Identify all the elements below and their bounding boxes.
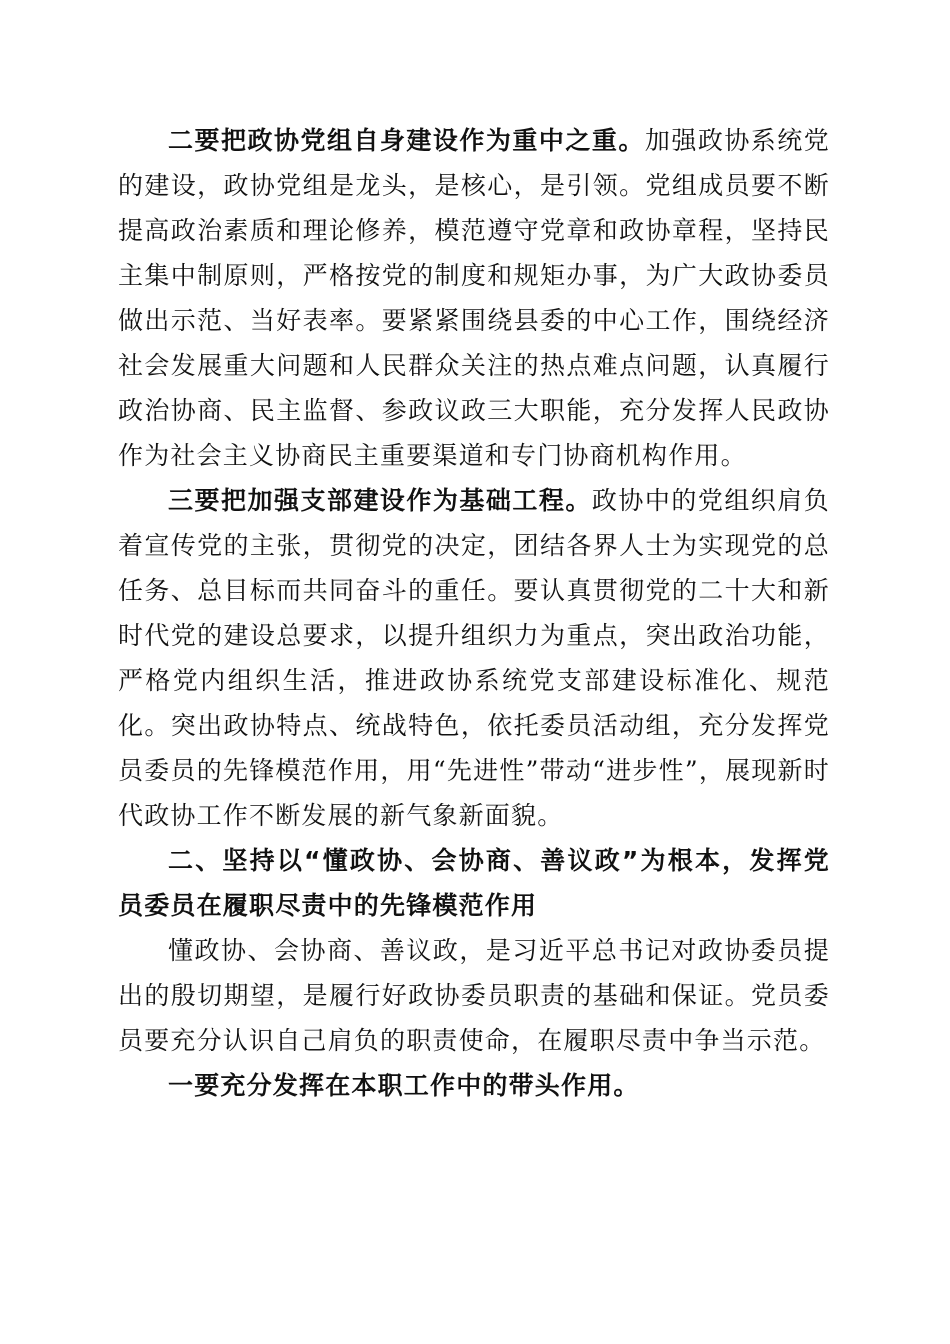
- paragraph-body: 政协中的党组织肩负着宣传党的主张，贯彻党的决定，团结各界人士为实现党的总任务、总目标而共同奋斗的重任。要认真贯彻党的二十大和新时代党的建设总要求，以提升组织力为重点，突出政治功能，严格党内组织生活，推进政协系统党支部建设标准化、规范化。突出政协特点、统战特色，依托委员活动组，充分发挥党员委员的先锋模范作用，用“先进性”带动“进步性”，展现新时代政协工作不断发展的新气象新面貌。: [118, 486, 830, 830]
- paragraph-body: 加强政协系统党的建设，政协党组是龙头，是核心，是引领。党组成员要不断提高政治素质和理论修养，模范遵守党章和政协章程，坚持民主集中制原则，严格按党的制度和规矩办事，为广大政协委员做出示范、当好表率。要紧紧围绕县委的中心工作，围绕经济社会发展重大问题和人民群众关注的热点难点问题，认真履行政治协商、民主监督、参政议政三大职能，充分发挥人民政协作为社会主义协商民主重要渠道和专门协商机构作用。: [118, 126, 830, 470]
- section-body: 懂政协、会协商、善议政，是习近平总书记对政协委员提出的殷切期望，是履行好政协委员职责的基础和保证。党员委员要充分认识自己肩负的职责使命，在履职尽责中争当示范。: [118, 936, 830, 1055]
- paragraph-branch-building: [118, 478, 830, 838]
- paragraph-lead: 三要把加强支部建设作为基础工程。: [168, 486, 592, 515]
- paragraph-party-group-building: [118, 118, 830, 478]
- sub-heading: 一要充分发挥在本职工作中的带头作用。: [168, 1071, 640, 1100]
- section-heading: 二、坚持以“懂政协、会协商、善议政”为根本，发挥党员委员在履职尽责中的先锋模范作用: [118, 846, 830, 920]
- document-page: [118, 118, 830, 1108]
- paragraph-lead: 二要把政协党组自身建设作为重中之重。: [168, 126, 645, 155]
